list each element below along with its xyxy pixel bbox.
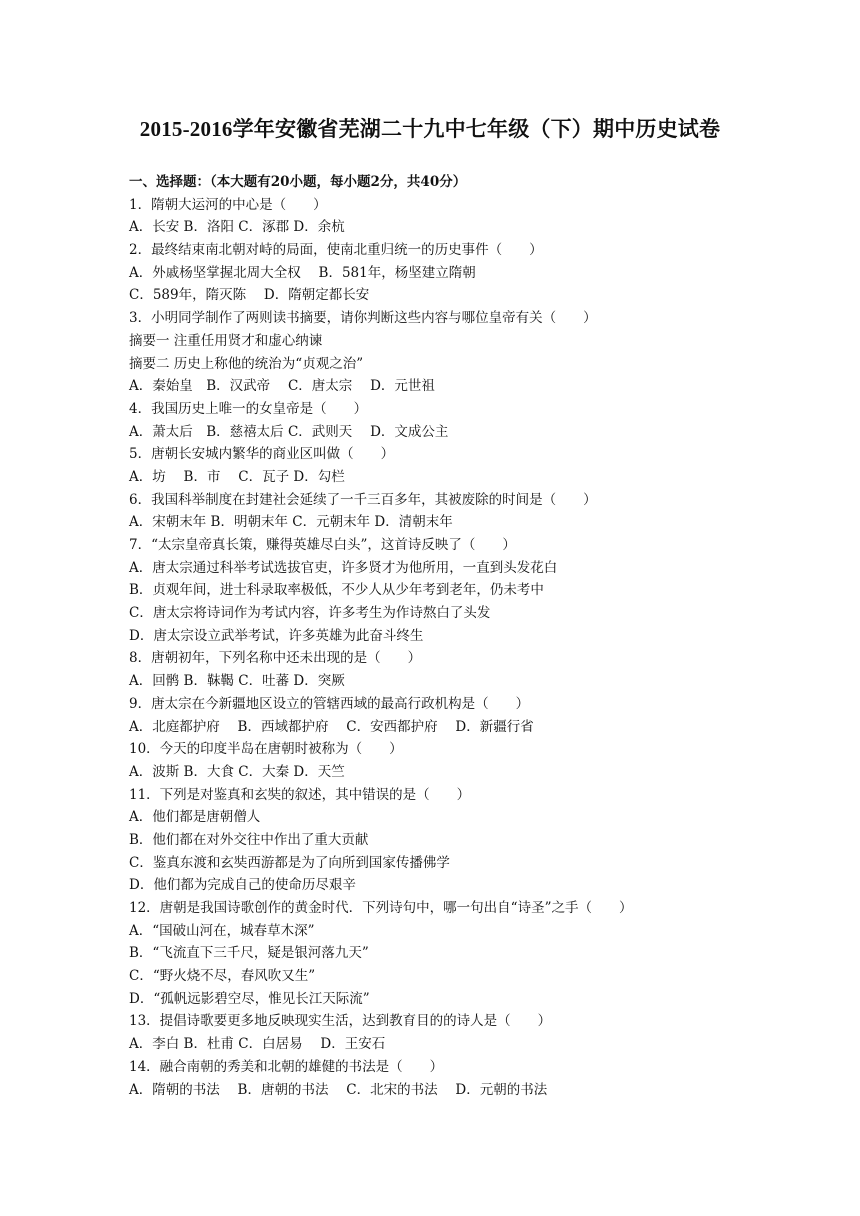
text-line: 4．我国历史上唯一的女皇帝是（ ）: [129, 400, 368, 417]
text-line: C．“野火烧不尽，春风吹又生”: [129, 968, 316, 985]
text-line: A．他们都是唐朝僧人: [129, 809, 261, 826]
text-line: D．他们都为完成自己的使命历尽艰辛: [129, 877, 356, 894]
text-line: 摘要一 注重任用贤才和虚心纳谏: [129, 332, 323, 349]
text-line: A．长安 B．洛阳 C．涿郡 D．余杭: [129, 219, 345, 236]
text-line: 2．最终结束南北朝对峙的局面，使南北重归统一的历史事件（ ）: [129, 242, 543, 259]
text-line: A．宋朝末年 B．明朝末年 C．元朝末年 D．清朝末年: [129, 514, 453, 531]
page-title: 2015-2016学年安徽省芜湖二十九中七年级（下）期中历史试卷: [139, 117, 721, 141]
text-line: C．鉴真东渡和玄奘西游都是为了向所到国家传播佛学: [129, 854, 450, 871]
text-line: D．唐太宗设立武举考试，许多英雄为此奋斗终生: [129, 627, 424, 644]
text-line: B．他们都在对外交往中作出了重大贡献: [129, 831, 369, 848]
question-list: [129, 171, 749, 1101]
text-line: D．“孤帆远影碧空尽，惟见长江天际流”: [129, 990, 370, 1007]
text-line: 7．“太宗皇帝真长策，赚得英雄尽白头”，这首诗反映了（ ）: [129, 537, 516, 553]
text-line: A．坊 B．市 C．瓦子 D．勾栏: [129, 468, 345, 485]
text-line: A．秦始皇 B．汉武帝 C．唐太宗 D．元世祖: [129, 378, 435, 395]
text-line: A．李白 B．杜甫 C．白居易 D．王安石: [129, 1036, 386, 1053]
text-line: C．589年，隋灭陈 D．隋朝定都长安: [129, 287, 370, 304]
text-line: B．贞观年间，进士科录取率极低，不少人从少年考到老年，仍未考中: [129, 582, 544, 599]
text-line: A．外戚杨坚掌握北周大全权 B．581年，杨坚建立隋朝: [129, 264, 476, 281]
text-line: 12．唐朝是我国诗歌创作的黄金时代．下列诗句中，哪一句出自“诗圣”之手（ ）: [129, 900, 633, 916]
text-line: 14．融合南朝的秀美和北朝的雄健的书法是（ ）: [129, 1058, 444, 1075]
text-line: 10．今天的印度半岛在唐朝时被称为（ ）: [129, 741, 403, 758]
text-line: 9．唐太宗在今新疆地区设立的管辖西域的最高行政机构是（ ）: [129, 695, 530, 712]
text-line: B．“飞流直下三千尺，疑是银河落九天”: [129, 945, 369, 962]
text-line: A．隋朝的书法 B．唐朝的书法 C．北宋的书法 D．元朝的书法: [129, 1081, 548, 1098]
text-line: A．北庭都护府 B．西域都护府 C．安西都护府 D．新疆行省: [129, 718, 534, 735]
text-line: A．“国破山河在，城春草木深”: [129, 922, 315, 939]
text-line: 13．提倡诗歌要更多地反映现实生活，达到教育目的的诗人是（ ）: [129, 1013, 552, 1030]
text-line: 11．下列是对鉴真和玄奘的叙述，其中错误的是（ ）: [129, 786, 471, 803]
text-line: A．回鹘 B．靺鞨 C．吐蕃 D．突厥: [129, 673, 345, 690]
text-line: 6．我国科举制度在封建社会延续了一千三百多年，其被废除的时间是（ ）: [129, 491, 597, 508]
question-lines: [129, 194, 749, 1102]
text-line: 1．隋朝大运河的中心是（ ）: [129, 196, 327, 213]
text-line: A．萧太后 B．慈禧太后 C．武则天 D．文成公主: [129, 423, 449, 440]
text-line: 5．唐朝长安城内繁华的商业区叫做（ ）: [129, 446, 395, 463]
text-line: C．唐太宗将诗词作为考试内容，许多考生为作诗熬白了头发: [129, 605, 491, 622]
text-line: 3．小明同学制作了两则读书摘要，请你判断这些内容与哪位皇帝有关（ ）: [129, 310, 597, 327]
text-line: 8．唐朝初年，下列名称中还未出现的是（ ）: [129, 650, 422, 667]
text-line: A．波斯 B．大食 C．大秦 D．天竺: [129, 763, 345, 780]
text-line: 摘要二 历史上称他的统治为“贞观之治”: [129, 355, 364, 372]
text-line: A．唐太宗通过科举考试选拔官吏，许多贤才为他所用，一直到头发花白: [129, 559, 558, 576]
section-heading: 一、选择题：（本大题有20小题，每小题2分，共40分）: [129, 174, 467, 190]
